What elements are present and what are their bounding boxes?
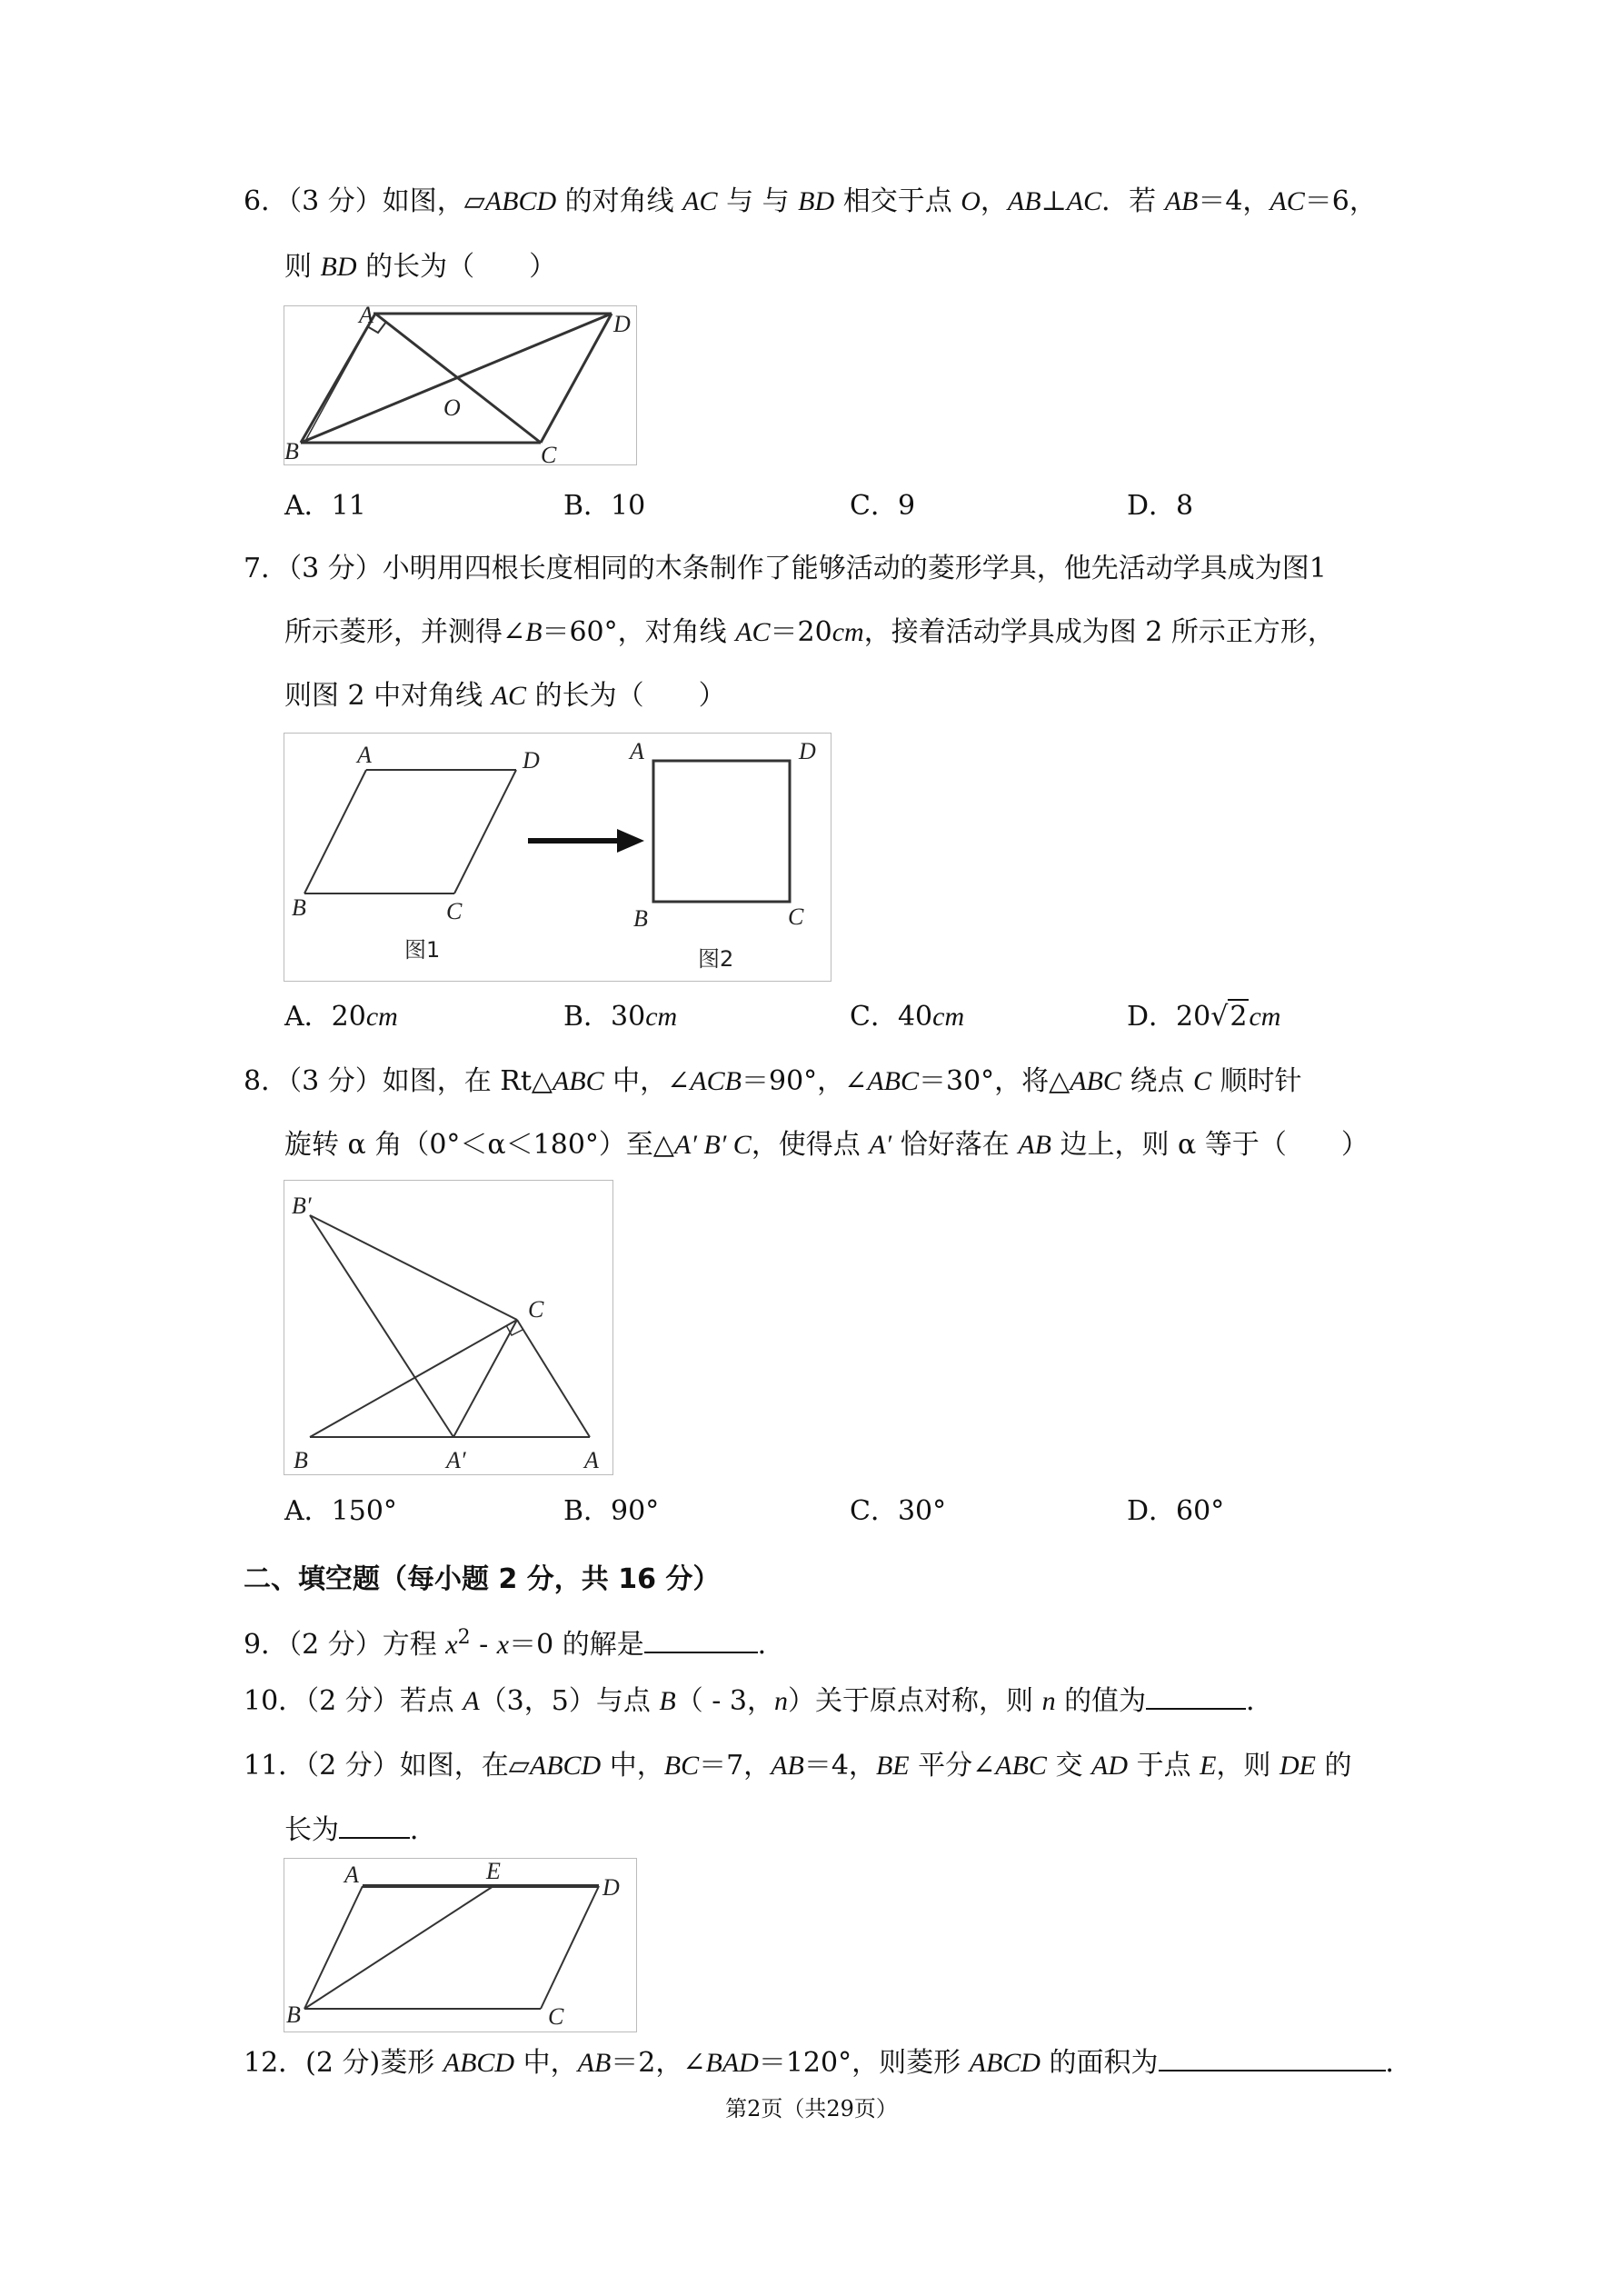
q7-line2: 所示菱形，并测得∠B＝60°，对角线 AC＝20cm，接着活动学具成为图 2 所示正方形， [284, 616, 1335, 648]
section-2-heading: 二、填空题（每小题 2 分，共 16 分） [244, 1563, 721, 1595]
q8-option-d: D．60° [1127, 1495, 1225, 1527]
fig8-label-a-prime: A′ [446, 1447, 466, 1473]
q11-line1: 11．（2 分）如图，在▱ABCD 中，BC＝7，AB＝4，BE 平分∠ABC 交 AD 于点 E，则 DE 的 [244, 1750, 1352, 1782]
q11-answer-blank[interactable] [339, 1813, 410, 1839]
q7-line3: 则图 2 中对角线 AC 的长为（ ） [284, 680, 726, 712]
page-footer: 第2页（共29页） [725, 2096, 898, 2121]
fig8-label-b: B [294, 1447, 308, 1473]
q7-option-d: D．20√2cm [1127, 1001, 1281, 1033]
fig7-label-d2: D [799, 738, 816, 764]
q6-line1: 6．（3 分）如图，▱ABCD 的对角线 AC 与 与 BD 相交于点 O，AB⊥AC．若 AB＝4，AC＝6， [244, 185, 1377, 217]
q9-answer-blank[interactable] [644, 1628, 758, 1653]
q8-figure [284, 1180, 613, 1475]
q7-option-a: A．20cm [284, 1001, 398, 1033]
q6-option-c: C．9 [850, 490, 916, 522]
fig11-label-c: C [548, 2003, 564, 2030]
fig7-label-a2: A [630, 738, 644, 764]
q6-option-a: A．11 [284, 490, 366, 522]
q10: 10．（2 分）若点 A（3，5）与点 B（ - 3，n）关于原点对称，则 n 的值为 ． [244, 1685, 1274, 1717]
fig8-label-b-prime: B′ [292, 1193, 312, 1219]
q7-option-c: C．40cm [850, 1001, 965, 1033]
q7-option-b: B．30cm [563, 1001, 678, 1033]
q8-option-b: B．90° [563, 1495, 660, 1527]
q6-line2: 则 BD 的长为（ ） [284, 251, 557, 283]
fig7-caption-2: 图2 [698, 946, 734, 972]
fig11-label-a: A [344, 1862, 359, 1888]
fig6-label-b: B [284, 438, 299, 464]
q11-line2: 长为 ． [284, 1814, 437, 1846]
q12: 12．(2 分)菱形 ABCD 中，AB＝2，∠BAD＝120°，则菱形 ABCD 的面积为 ． [244, 2047, 1413, 2079]
fig7-label-c: C [446, 898, 463, 924]
fig11-label-e: E [486, 1859, 501, 1884]
q12-answer-blank[interactable] [1159, 2046, 1386, 2071]
fig7-label-d: D [523, 747, 540, 774]
q11-figure [284, 1858, 637, 2032]
q8-line1: 8．（3 分）如图，在 Rt△ABC 中，∠ACB＝90°，∠ABC＝30°，将△ABC 绕点 C 顺时针 [244, 1065, 1302, 1097]
q10-answer-blank[interactable] [1146, 1684, 1246, 1710]
fig7-caption-1: 图1 [404, 937, 441, 963]
q8-option-c: C．30° [850, 1495, 947, 1527]
fig7-label-a: A [357, 742, 372, 768]
q8-line2: 旋转 α 角（0°＜α＜180°）至△A′ B′ C，使得点 A′ 恰好落在 AB 边上，则 α 等于（ ） [284, 1129, 1369, 1161]
fig7-label-c2: C [788, 903, 804, 930]
q6-option-d: D．8 [1127, 490, 1194, 522]
fig6-label-a: A [359, 306, 373, 328]
fig7-label-b2: B [633, 905, 648, 932]
q6-figure [284, 305, 637, 465]
fig8-label-a: A [584, 1447, 599, 1473]
q8-option-a: A．150° [284, 1495, 397, 1527]
q9: 9．（2 分）方程 $x^2 - x=0$ 的解是 ． [244, 1626, 785, 1661]
fig6-label-d: D [613, 311, 631, 337]
fig6-label-o: O [443, 394, 461, 421]
fig6-label-c: C [541, 442, 557, 464]
q7-line1: 7．（3 分）小明用四根长度相同的木条制作了能够活动的菱形学具，他先活动学具成为图1 [244, 553, 1327, 584]
fig11-label-b: B [286, 2002, 301, 2028]
q7-figure [284, 733, 831, 982]
fig11-label-d: D [602, 1874, 620, 1901]
fig8-label-c: C [528, 1296, 544, 1323]
fig7-label-b: B [292, 894, 306, 921]
q6-option-b: B．10 [563, 490, 646, 522]
